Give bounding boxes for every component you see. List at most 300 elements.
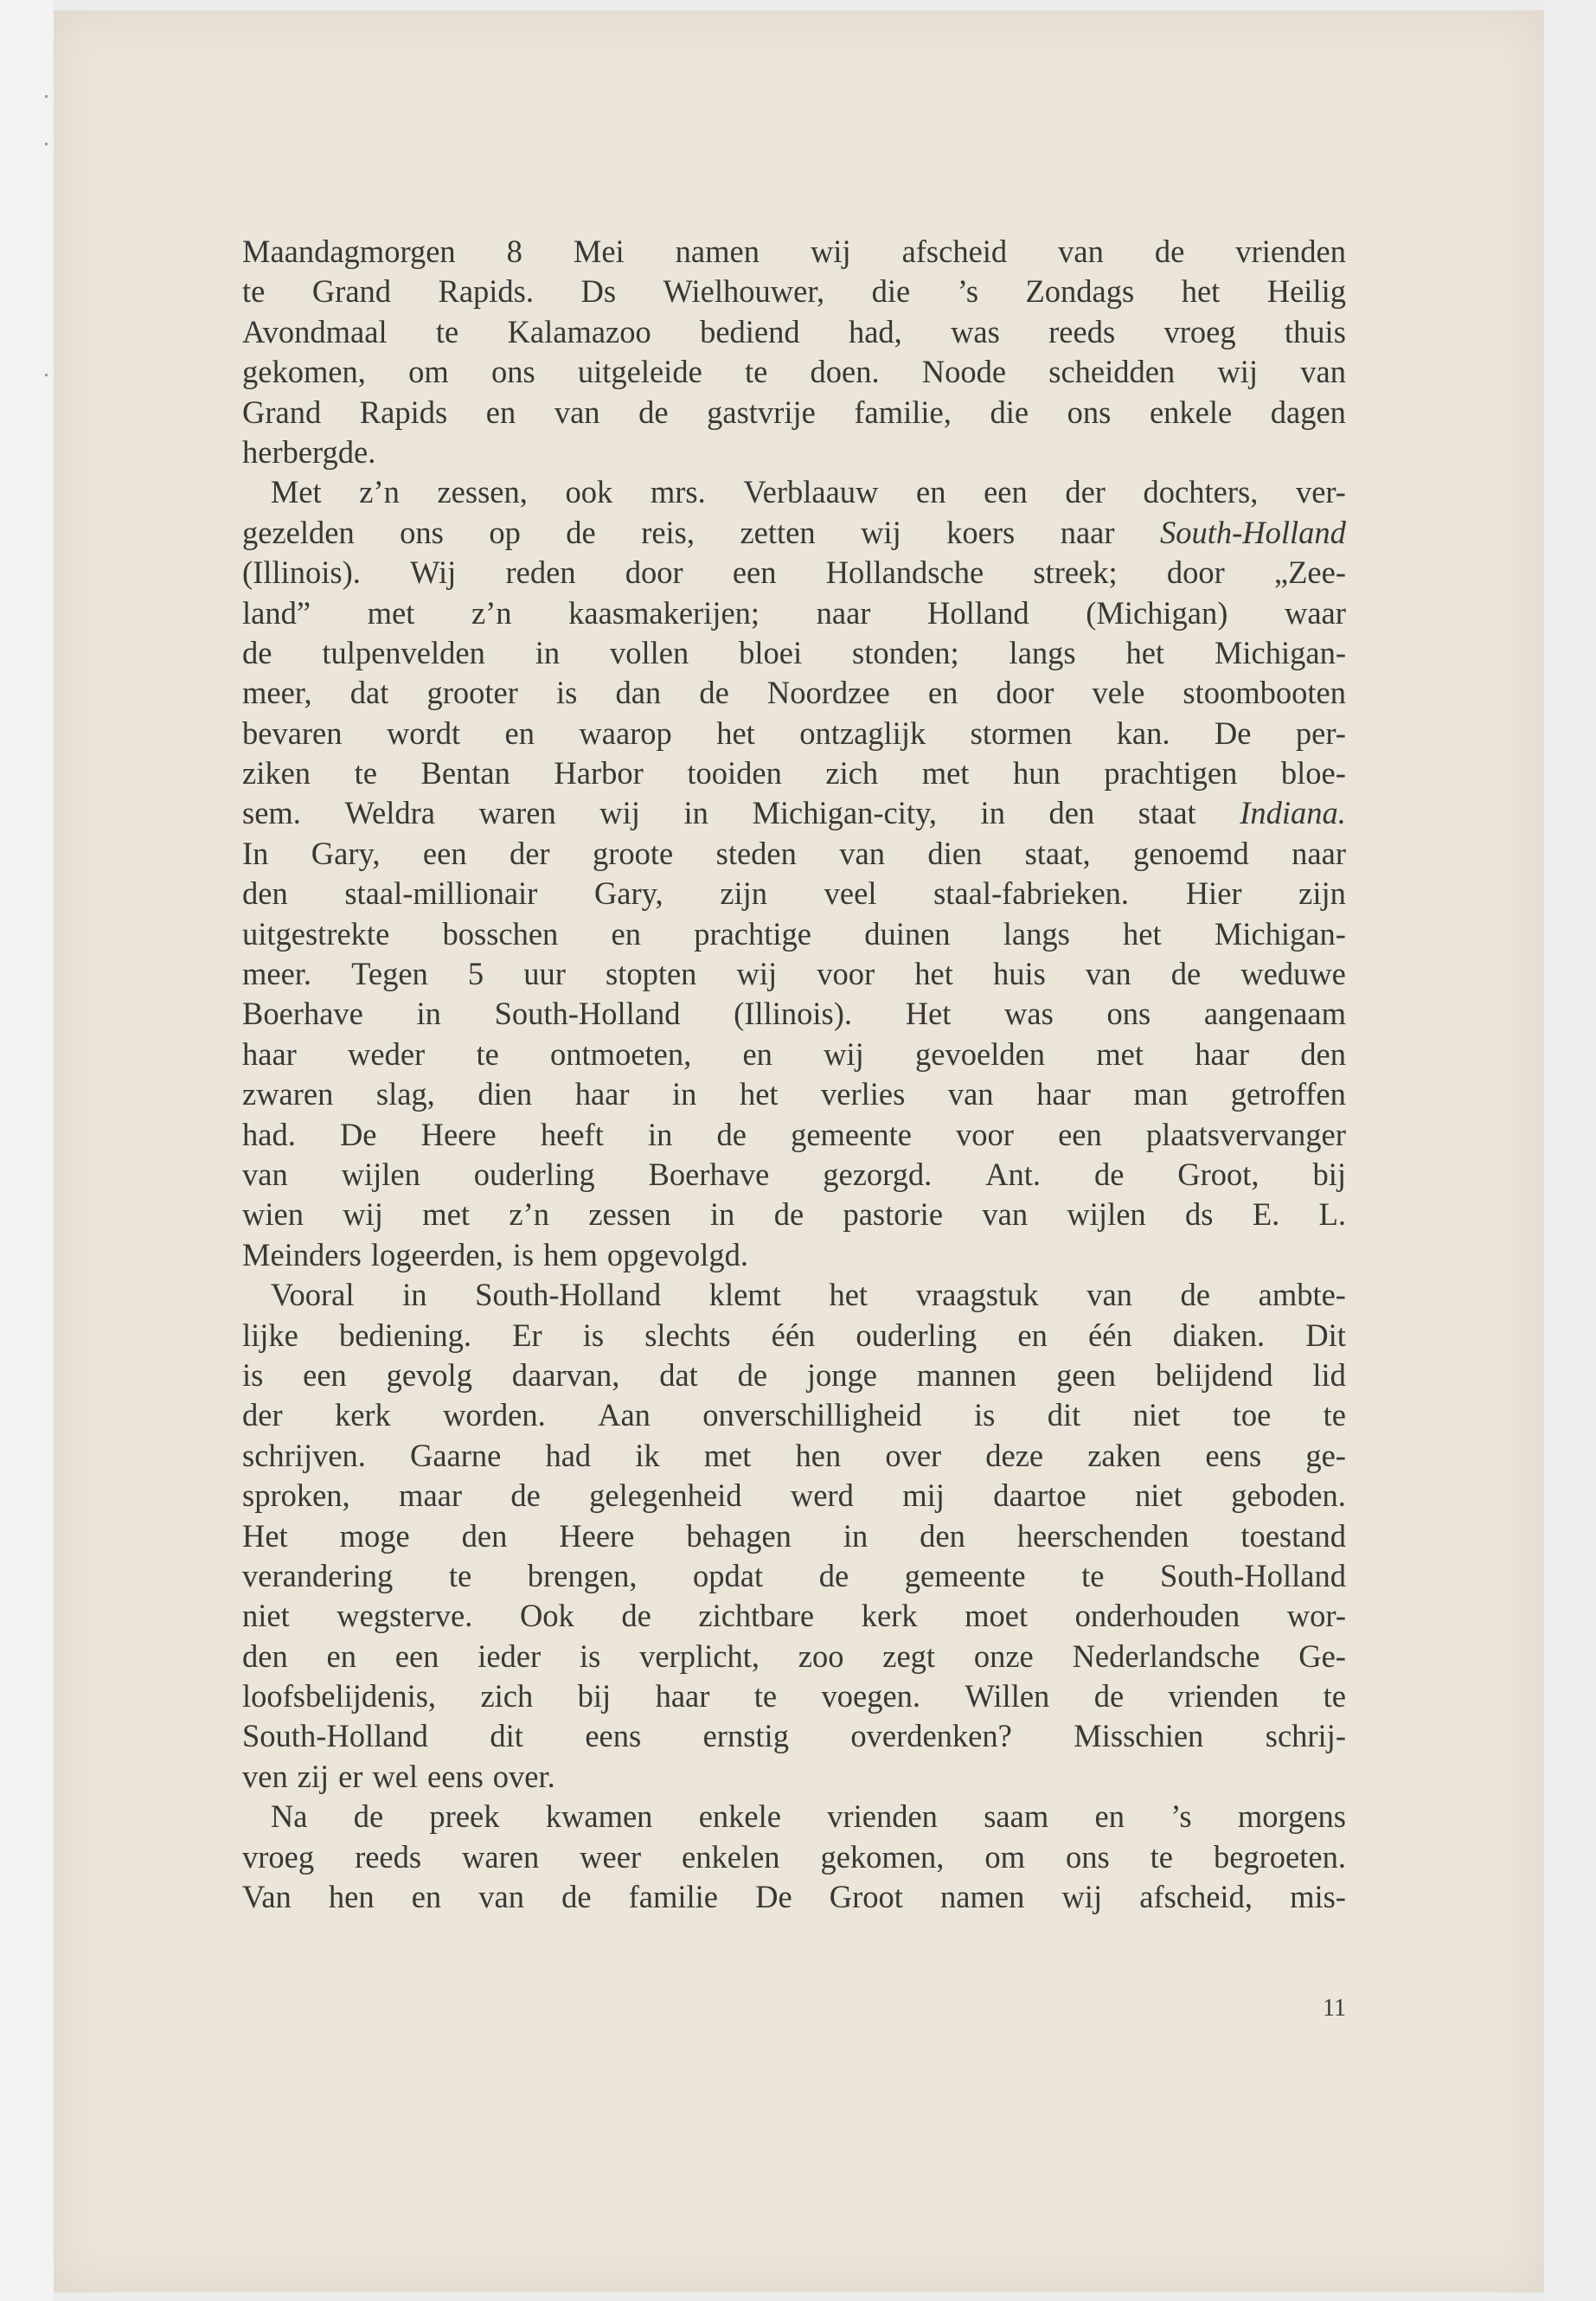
text-line (242, 954, 1346, 994)
word: z’n (359, 474, 400, 510)
word: moge (339, 1517, 410, 1554)
word: Boerhave (648, 1156, 770, 1192)
word: staal-millionair (344, 875, 538, 912)
text-line (242, 1757, 1346, 1797)
word: in (647, 1116, 673, 1152)
word: ge- (1305, 1437, 1346, 1473)
word: ouderling (856, 1317, 977, 1353)
word: en (742, 1035, 772, 1072)
word: een (732, 554, 777, 591)
word: wij (810, 234, 851, 269)
text-line (242, 1476, 1346, 1516)
text-line (242, 1115, 1346, 1155)
word: namen (675, 234, 760, 269)
word: opdat (693, 1557, 764, 1593)
word: vrienden (1168, 1678, 1279, 1715)
word: het (739, 1076, 779, 1112)
word: pastorie (843, 1196, 944, 1233)
word: en (1017, 1317, 1048, 1353)
word: namen (940, 1879, 1025, 1915)
word: en (411, 1879, 442, 1915)
word: zwaren (242, 1076, 334, 1112)
word: van (839, 835, 885, 871)
word: Ant. (985, 1156, 1042, 1192)
word: is (579, 1638, 601, 1674)
word: het (1125, 634, 1165, 670)
word: den (1048, 795, 1095, 831)
word: Groot, (1177, 1156, 1259, 1192)
word: ziken (242, 755, 311, 792)
word: en (485, 394, 516, 430)
word: De (755, 1879, 792, 1915)
text-line (242, 472, 1346, 512)
word: Rapids (359, 394, 448, 430)
word: meer, (242, 675, 312, 711)
word: brengen, (527, 1557, 638, 1593)
word: gastvrije (707, 394, 816, 430)
word: te (435, 313, 459, 349)
word: Grand (311, 273, 392, 310)
text-line (242, 994, 1346, 1034)
margin-speck (45, 95, 48, 98)
word: van (242, 1156, 288, 1192)
word: de (737, 1356, 768, 1393)
word: ver- (1295, 474, 1346, 510)
word: aangenaam (1203, 996, 1346, 1032)
word: over. (492, 1758, 555, 1794)
word: ieder (478, 1638, 542, 1674)
word: Wij (410, 554, 457, 591)
word: South-Holland (475, 1277, 662, 1313)
word: de (1170, 956, 1202, 992)
book-page (54, 10, 1544, 2292)
word: uur (523, 956, 566, 992)
word: het (829, 1277, 869, 1313)
word: met (422, 1196, 471, 1233)
word: klemt (708, 1277, 781, 1313)
word: herbergde. (242, 433, 376, 470)
word: sproken, (242, 1477, 350, 1514)
word: ven (242, 1758, 288, 1794)
word: van (554, 394, 600, 430)
word: Aan (598, 1397, 651, 1433)
word: ’s (1170, 1798, 1192, 1835)
word: het (1123, 915, 1162, 952)
word: gevolg (386, 1356, 472, 1393)
word: van (1085, 956, 1131, 992)
word: in (402, 1277, 427, 1313)
word: land” (242, 594, 311, 631)
word: eens (585, 1718, 642, 1754)
word: Wielhouwer, (663, 273, 825, 310)
text-line (242, 914, 1346, 954)
word: zijn (1298, 875, 1346, 912)
word: worden. (443, 1397, 546, 1433)
word: bosschen (442, 915, 559, 952)
word: sem. (242, 795, 301, 831)
word: en (1094, 1798, 1125, 1835)
word: vele (1092, 675, 1145, 711)
word: met (921, 755, 970, 792)
word: en (927, 675, 958, 711)
text-line (242, 593, 1346, 633)
word: te (1323, 1678, 1346, 1715)
word: waarop (579, 715, 672, 751)
scan-background-left (0, 0, 54, 2301)
word: de (566, 514, 596, 550)
text-line (242, 874, 1346, 913)
word: vollen (610, 634, 689, 670)
word: mij (902, 1477, 945, 1514)
word: dat (659, 1356, 698, 1393)
word: niet (1135, 1477, 1183, 1514)
word: ’s (957, 273, 979, 310)
word: opgevolgd. (606, 1236, 749, 1272)
word: staat, (1024, 835, 1091, 871)
word: de (242, 634, 272, 670)
word: in (683, 795, 708, 831)
text-line (242, 1877, 1346, 1917)
word: doen. (810, 354, 880, 390)
word: daartoe (993, 1477, 1086, 1514)
word: kan. (1116, 715, 1170, 751)
word: voegen. (821, 1678, 921, 1715)
word: is (974, 1397, 996, 1433)
word: Avondmaal (242, 313, 388, 349)
word: haar (1195, 1035, 1250, 1072)
text-line (242, 393, 1346, 433)
word: saam (984, 1798, 1049, 1835)
word: Heilig (1266, 273, 1346, 310)
word: het (716, 715, 755, 751)
word: belijdend (1155, 1356, 1273, 1393)
text-line (242, 1797, 1346, 1836)
word: moet (965, 1598, 1029, 1634)
word: te (744, 354, 768, 390)
word: staal-fabrieken. (933, 875, 1130, 912)
word: zessen (588, 1196, 671, 1233)
word: zich (480, 1678, 534, 1715)
word: Ds (580, 273, 617, 310)
word: Ge- (1298, 1638, 1346, 1674)
word: de (510, 1477, 541, 1514)
text-line (242, 1356, 1346, 1395)
word: wegsterve. (337, 1598, 473, 1634)
word: streek; (1033, 554, 1118, 591)
text-line (242, 433, 1346, 472)
text-line (242, 753, 1346, 793)
word: kaasmakerijen; (568, 594, 760, 631)
word: ds (1185, 1196, 1214, 1233)
word: gezorgd. (823, 1156, 933, 1192)
word: één (1087, 1317, 1132, 1353)
word: ons (490, 354, 535, 390)
word: was (1004, 996, 1054, 1032)
word: grooter (426, 675, 518, 711)
word: weder (348, 1035, 426, 1072)
word: gekomen, (820, 1838, 945, 1875)
word: maar (399, 1477, 462, 1514)
word: te (476, 1035, 499, 1072)
word: waren (478, 795, 556, 831)
word: een (303, 1356, 347, 1393)
word: Harbor (554, 755, 644, 792)
word: den (242, 1638, 288, 1674)
word: loofsbelijdenis, (242, 1678, 437, 1715)
word: gekomen, (242, 354, 366, 390)
word: zegt (882, 1638, 936, 1674)
word: deze (985, 1437, 1044, 1473)
word: (Illinois). (734, 996, 853, 1032)
word: slag, (375, 1076, 435, 1112)
word: in (980, 795, 1005, 831)
word: die (990, 394, 1029, 430)
text-line (242, 1155, 1346, 1195)
word: Heere (420, 1116, 497, 1152)
word: ouderling (473, 1156, 595, 1192)
word: bevaren (242, 715, 343, 751)
text-line (242, 1637, 1346, 1676)
word: Bentan (420, 755, 510, 792)
word: bij (1312, 1156, 1346, 1192)
word: 5 (467, 956, 484, 992)
word: dit (1047, 1397, 1081, 1433)
text-line (242, 1676, 1346, 1716)
word: heerschenden (1016, 1517, 1189, 1554)
word: Gaarne (410, 1437, 502, 1473)
word: preek (429, 1798, 500, 1835)
word: en (611, 915, 641, 952)
word: is (582, 1317, 605, 1353)
word: enkele (1149, 394, 1233, 430)
word: Michigan- (1214, 634, 1346, 670)
word: duinen (864, 915, 951, 952)
word: jonge (806, 1356, 877, 1393)
word: waren (462, 1838, 540, 1875)
word: weer (580, 1838, 642, 1875)
word: onze (973, 1638, 1034, 1674)
word: Meinders (242, 1236, 362, 1272)
word: mis- (1290, 1879, 1346, 1915)
word: in (672, 1076, 697, 1112)
word: wij (861, 514, 901, 550)
word: enkele (698, 1798, 781, 1835)
text-line (242, 633, 1346, 673)
word: Gary, (311, 835, 381, 871)
word: zoo (798, 1638, 844, 1674)
word: daarvan, (511, 1356, 620, 1393)
word: South-Holland (1160, 1557, 1346, 1593)
word: haar (574, 1076, 630, 1112)
word: wij (1061, 1879, 1103, 1915)
word: Het (242, 1517, 288, 1554)
word: L. (1318, 1196, 1346, 1233)
word: De (1214, 715, 1252, 751)
text-line (242, 1316, 1346, 1356)
word: werd (790, 1477, 854, 1514)
word: wij (736, 956, 778, 992)
word: Het (905, 996, 952, 1032)
word: ons (1106, 996, 1151, 1032)
word: de (773, 1196, 804, 1233)
word: koers (946, 514, 1016, 550)
word: Heere (559, 1517, 635, 1554)
word: de (1093, 1678, 1125, 1715)
word: langs (1009, 634, 1076, 670)
word: dagen (1270, 394, 1346, 430)
word: zessen, (437, 474, 528, 510)
word: en (916, 474, 946, 510)
word: om (408, 354, 449, 390)
word: schrij- (1265, 1718, 1346, 1754)
word: z’n (471, 594, 512, 631)
word: prachtige (694, 915, 811, 952)
word: heeft (540, 1116, 604, 1152)
word: de (1154, 234, 1185, 269)
word: Met (270, 474, 322, 510)
text-line (242, 834, 1346, 874)
word: wij (1217, 354, 1259, 390)
word: ontmoeten, (550, 1035, 692, 1072)
word: tulpenvelden (322, 634, 485, 670)
word: met (1096, 1035, 1144, 1072)
word: vroeg (1163, 313, 1236, 349)
word: naar (816, 594, 871, 631)
word: zaken (1087, 1437, 1162, 1473)
word: South-Holland (1159, 514, 1346, 550)
word: Noordzee (766, 675, 890, 711)
word: reeds (1048, 313, 1116, 349)
word: de (1180, 1277, 1210, 1313)
word: genoemd (1132, 835, 1249, 871)
word: te (448, 1557, 472, 1593)
text-line (242, 714, 1346, 753)
word: vrienden (1235, 234, 1346, 269)
word: langs (1003, 915, 1070, 952)
word: had, (848, 313, 902, 349)
word: ons (1065, 1838, 1110, 1875)
word: z’n (509, 1196, 549, 1233)
text-line (242, 1035, 1346, 1074)
word: mannen (916, 1356, 1017, 1393)
word: lijke (242, 1317, 298, 1353)
word: tooiden (687, 755, 782, 792)
word: Maandagmorgen (242, 234, 456, 269)
word: reeds (355, 1838, 422, 1875)
word: huis (992, 956, 1046, 992)
word: wij (599, 795, 640, 831)
word: logeerden, (370, 1236, 503, 1272)
word: Groot (829, 1879, 903, 1915)
text-line (242, 1556, 1346, 1596)
word: gelegenheid (589, 1477, 742, 1514)
word: Vooral (270, 1277, 355, 1313)
word: de (638, 394, 669, 430)
word: mrs. (650, 474, 706, 510)
word: slechts (644, 1317, 731, 1353)
word: verlies (821, 1076, 906, 1112)
word: niet (242, 1598, 290, 1634)
word: dien (478, 1076, 533, 1112)
text-line (242, 1235, 1346, 1275)
word: om (984, 1838, 1026, 1875)
word: de (353, 1798, 384, 1835)
word: haar (1036, 1076, 1091, 1112)
word: hem (543, 1236, 598, 1272)
word: toe (1232, 1397, 1272, 1433)
word: van (1086, 1277, 1132, 1313)
text-line (242, 1436, 1346, 1476)
word: geen (1056, 1356, 1116, 1393)
word: te (1150, 1838, 1173, 1875)
text-line (242, 1837, 1346, 1877)
word: verplicht, (639, 1638, 760, 1674)
word: door (1166, 554, 1225, 591)
word: uitgeleide (577, 354, 702, 390)
word: Gary, (593, 875, 663, 912)
word: dit (490, 1718, 523, 1754)
word: bloei (739, 634, 803, 670)
word: de (716, 1116, 747, 1152)
body-text (242, 232, 1346, 1917)
word: wij (343, 1196, 383, 1233)
word: hen (328, 1879, 375, 1915)
word: hen (795, 1437, 842, 1473)
word: Weldra (344, 795, 435, 831)
word: bediend (700, 313, 800, 349)
text-line (242, 553, 1346, 593)
word: E. (1252, 1196, 1280, 1233)
word: de (621, 1598, 651, 1634)
text-line (242, 673, 1346, 713)
word: prachtigen (1104, 755, 1238, 792)
word: dochters, (1143, 474, 1259, 510)
word: den (242, 875, 288, 912)
word: Boerhave (242, 996, 363, 1032)
word: haar (655, 1678, 710, 1715)
word: South-Holland (242, 1718, 428, 1754)
word: onderhouden (1074, 1598, 1240, 1634)
word: Misschien (1074, 1718, 1204, 1754)
word: één (771, 1317, 816, 1353)
word: (Michigan) (1086, 594, 1228, 631)
word: zich (825, 755, 879, 792)
word: de (561, 1879, 592, 1915)
word: dat (349, 675, 389, 711)
word: niet (1132, 1397, 1181, 1433)
word: overdenken? (850, 1718, 1012, 1754)
word: ik (635, 1437, 660, 1473)
word: van (947, 1076, 994, 1112)
text-line (242, 513, 1346, 553)
word: kerk (861, 1598, 918, 1634)
word: wordt (386, 715, 461, 751)
word: wijlen (1067, 1196, 1146, 1233)
word: afscheid (901, 234, 1008, 269)
word: der (1065, 474, 1106, 510)
word: op (489, 514, 521, 550)
word: het (1181, 273, 1221, 310)
word: had. (242, 1116, 296, 1152)
text-line (242, 272, 1346, 311)
word: Zondags (1025, 273, 1135, 310)
word: vraagstuk (915, 1277, 1039, 1313)
word: scheidden (1048, 354, 1176, 390)
word: het (914, 956, 953, 992)
word: door (625, 554, 683, 591)
word: stormen (970, 715, 1073, 751)
word: reis, (641, 514, 695, 550)
